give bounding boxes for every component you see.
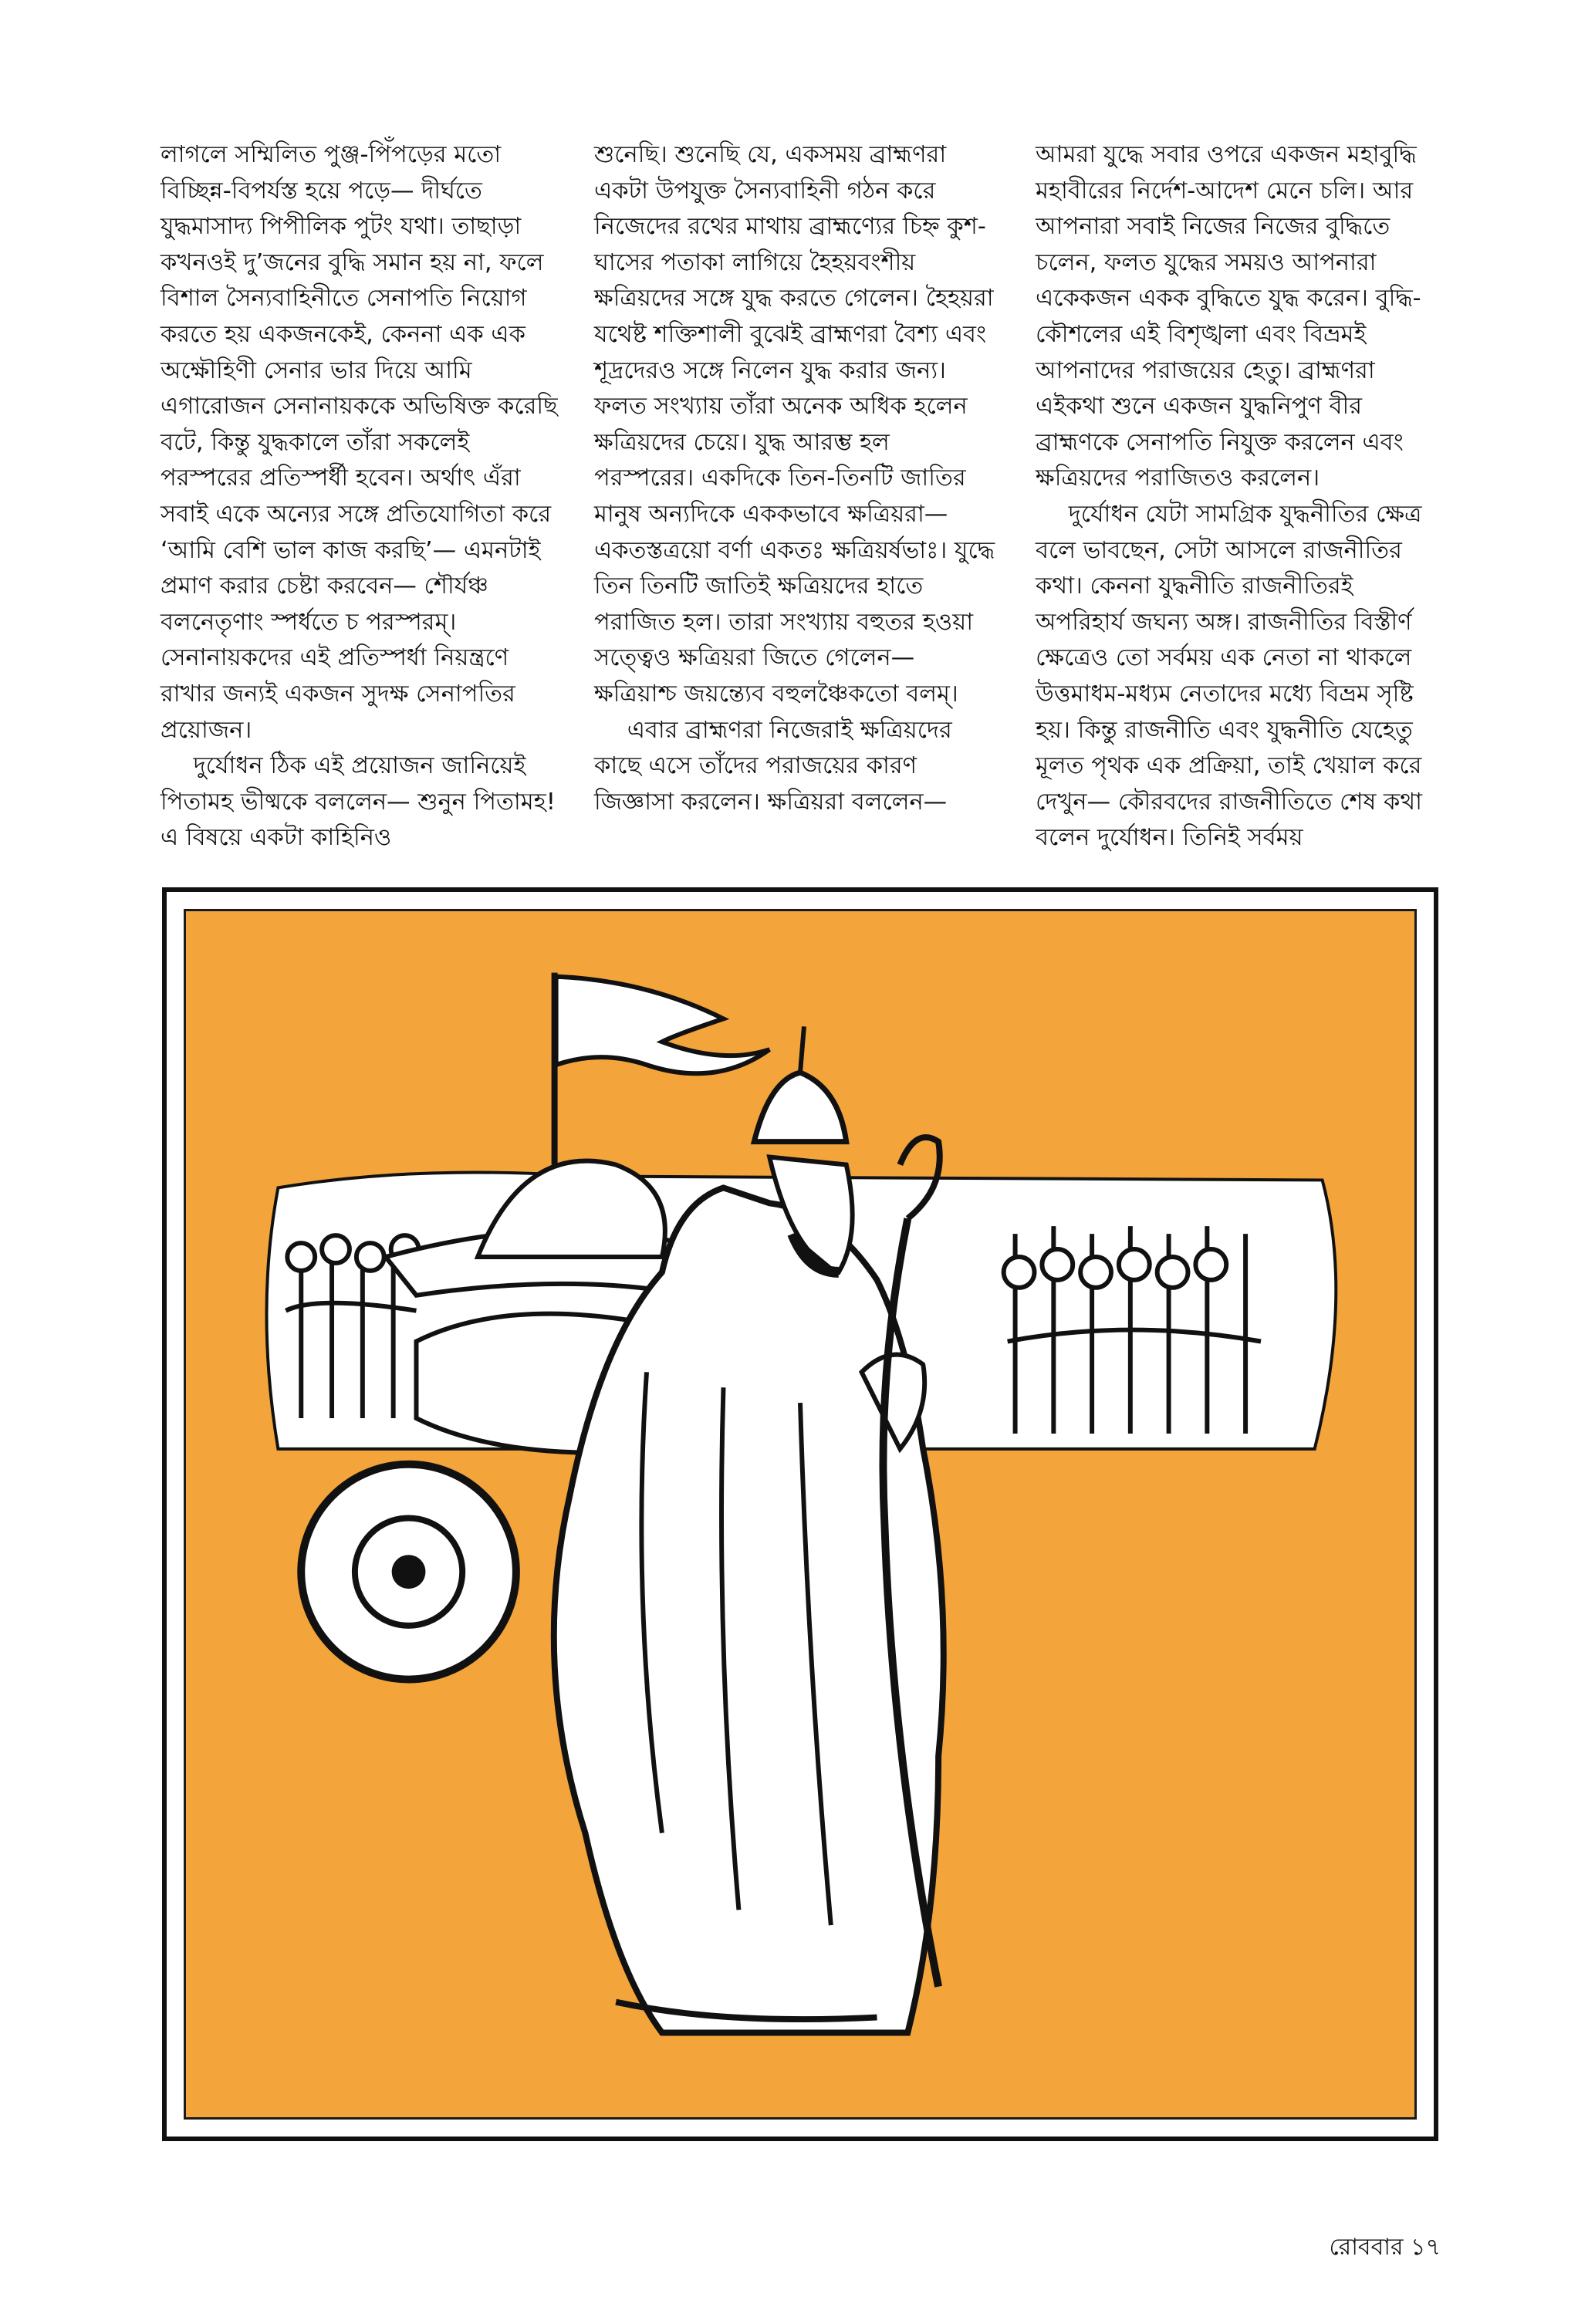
page-footer: রোববার ১৭ [1329,2234,1441,2261]
text-column-2 [594,137,995,820]
paragraph: আমরা যুদ্ধে সবার ওপরে একজন মহাবুদ্ধি মহাবীরের নির্দেশ-আদেশ মেনে চলি। আর আপনারা সবাই নিজের নিজের বুদ্ধিতে চলেন, ফলত যুদ্ধের সময়ও আপনারা একেকজন একক বুদ্ধিতে যুদ্ধ করেন। বুদ্ধি-কৌশলের এই বিশৃঙ্খলা এবং বিভ্রমই আপনাদের পরাজয়ের হেতু। ব্রাহ্মণরা এইকথা শুনে একজন যুদ্ধনিপুণ বীর ব্রাহ্মণকে সেনাপতি নিযুক্ত করলেন এবং ক্ষত্রিয়দের পরাজিতও করলেন। [1036,141,1421,492]
illustration-frame [162,887,1438,2141]
text-column-1 [161,137,562,856]
text-column-3 [1036,137,1437,856]
paragraph: দুর্যোধন যেটা সামগ্রিক যুদ্ধনীতির ক্ষেত্র বলে ভাবছেন, সেটা আসলে রাজনীতির কথা। কেননা যুদ্ধনীতি রাজনীতিরই অপরিহার্য জঘন্য অঙ্গ। রাজনীতির বিস্তীর্ণ ক্ষেত্রেও তো সর্বময় এক নেতা না থাকলে উত্তমাধম-মধ্যম নেতাদের মধ্যে বিভ্রম সৃষ্টি হয়। কিন্তু রাজনীতি এবং যুদ্ধনীতি যেহেতু মূলত পৃথক এক প্রক্রিয়া, তাই খেয়াল করে দেখুন— কৌরবদের রাজনীতিতে শেষ কথা বলেন দুর্যোধন। তিনিই সর্বময় [1036,500,1422,852]
paragraph: এবার ব্রাহ্মণরা নিজেরাই ক্ষত্রিয়দের কাছে এসে তাঁদের পরাজয়ের কারণ জিজ্ঞাসা করলেন। ক্ষত্রিয়রা বললেন— [594,716,952,816]
paragraph: দুর্যোধন ঠিক এই প্রয়োজন জানিয়েই পিতামহ ভীষ্মকে বললেন— শুনুন পিতামহ! এ বিষয়ে একটা কাহিনিও [161,752,556,852]
warrior-illustration [186,911,1414,2117]
paragraph: শুনেছি। শুনেছি যে, একসময় ব্রাহ্মণরা একটা উপযুক্ত সৈন্যবাহিনী গঠন করে নিজেদের রথের মাথায় ব্রাহ্মণ্যের চিহ্ন কুশ-ঘাসের পতাকা লাগিয়ে হৈহয়বংশীয় ক্ষত্রিয়দের সঙ্গে যুদ্ধ করতে গেলেন। হৈহয়রা যথেষ্ট শক্তিশালী বুঝেই ব্রাহ্মণরা বৈশ্য এবং শূদ্রদেরও সঙ্গে নিলেন যুদ্ধ করার জন্য। ফলত সংখ্যায় তাঁরা অনেক অধিক হলেন ক্ষত্রিয়দের চেয়ে। যুদ্ধ আরম্ভ হল পরস্পরের। একদিকে তিন-তিনটি জাতির মানুষ অন্যদিকে এককভাবে ক্ষত্রিয়রা— একতস্তত্রয়ো বর্ণা একতঃ ক্ষত্রিয়র্ষভাঃ। যুদ্ধে তিন তিনটি জাতিই ক্ষত্রিয়দের হাতে পরাজিত হল। তারা সংখ্যায় বহুতর হওয়া সত্ত্বেও ক্ষত্রিয়রা জিতে গেলেন— ক্ষত্রিয়াশ্চ জয়ন্ত্যেব বহুলঞ্চৈকতো বলম্। [594,141,995,708]
paragraph: লাগলে সম্মিলিত পুঞ্জ-পিঁপড়ের মতো বিচ্ছিন্ন-বিপর্যস্ত হয়ে পড়ে— দীর্ঘতে যুদ্ধমাসাদ্য পিপীলিক পুটং যথা। তাছাড়া কখনওই দু’জনের বুদ্ধি সমান হয় না, ফলে বিশাল সৈন্যবাহিনীতে সেনাপতি নিয়োগ করতে হয় একজনকেই, কেননা এক এক অক্ষৌহিণী সেনার ভার দিয়ে আমি এগারোজন সেনানায়ককে অভিষিক্ত করেছি বটে, কিন্তু যুদ্ধকালে তাঁরা সকলেই পরস্পরের প্রতিস্পর্ধী হবেন। অর্থাৎ এঁরা সবাই একে অন্যের সঙ্গে প্রতিযোগিতা করে ‘আমি বেশি ভাল কাজ করছি’— এমনটাই প্রমাণ করার চেষ্টা করবেন— শৌর্যঞ্চ বলনেতৃণাং স্পর্ধতে চ পরস্পরম্। সেনানায়কদের এই প্রতিস্পর্ধা নিয়ন্ত্রণে রাখার জন্যই একজন সুদক্ষ সেনাপতির প্রয়োজন। [161,141,558,744]
illustration [184,909,1417,2120]
